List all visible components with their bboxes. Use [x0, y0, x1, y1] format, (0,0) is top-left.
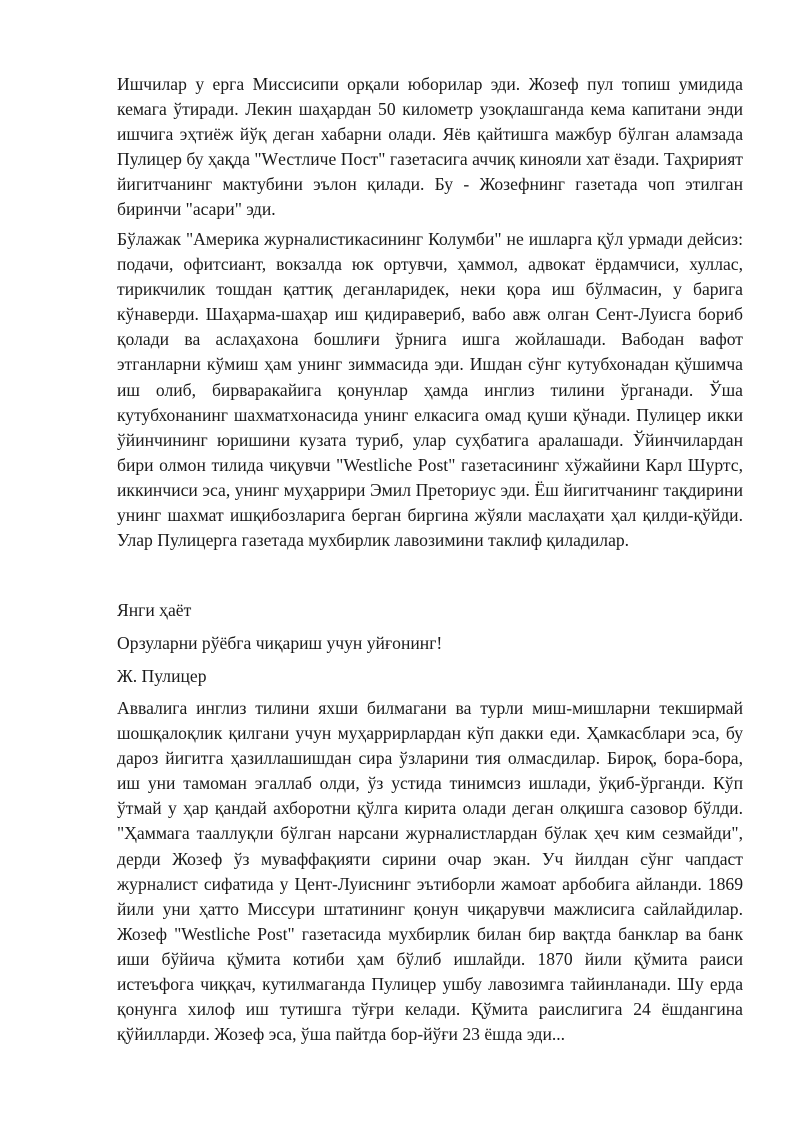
paragraph-st-louis: Бўлажак "Америка журналистикасининг Колумби" не ишларга қўл урмади дейсиз: подачи, офитсиант, вокзалда юк ортувчи, ҳаммол, адвокат ёрдамчиси, хуллас, тирикчилик тошдан қаттиқ деганларидек, неки қора иш бўлмасин, у барига кўнаверди. Шаҳарма-шаҳар иш қидиравериб, вабо авж олган Сент-Луисга бориб қолади ва аслаҳахона бошлиғи ўрнига ишга жойлашади. Вабодан вафот этганларни кўмиш ҳам унинг зиммасида эди. Ишдан сўнг кутубхонадан қўшимча иш олиб, бирваракайига қонунлар ҳамда инглиз тилини ўрганади. Ўша кутубхонанинг шахматхонасида унинг елкасига омад қуши қўнади. Пулицер икки ўйинчининг юришини кузата туриб, улар суҳбатига аралашади. Ўйинчилардан бири олмон тилида чиқувчи "Westliche Post" газетасининг хўжайини Карл Шуртс, иккинчиси эса, унинг муҳаррири Эмил Преториус эди. Ёш йигитчанинг тақдирини унинг шахмат ишқибозларига берган биргина жўяли маслаҳати ҳал қилди-қўйди. Улар Пулицерга газетада мухбирлик лавозимини таклиф қиладилар.: [117, 229, 743, 551]
epigraph-quote: Орзуларни рўёбга чиқариш учун уйғонинг!: [117, 633, 443, 653]
paragraph-new-life: Аввалига инглиз тилини яхши билмагани ва турли миш-мишларни текширмай шошқалоқлик қилгани учун муҳаррирлардан кўп дакки еди. Ҳамкасблари эса, бу дароз йигитга ҳазиллашишдан сира ўзларини тия олмасдилар. Бироқ, бора-бора, иш уни тамоман эгаллаб олди, ўз устида тинимсиз ишлади, ўқиб-ўрганди. Кўп ўтмай у ҳар қандай ахборотни қўлга кирита олади деган олқишга сазовор бўлди. "Ҳаммага тааллуқли бўлган нарсани журналистлардан бўлак ҳеч ким сезмайди", дерди Жозеф ўз муваффақияти сирини очар экан. Уч йилдан сўнг чапдаст журналист сифатида у Цент-Луиснинг эътиборли жамоат арбобига айланди. 1869 йили уни ҳатто Миссури штатининг қонун чиқарувчи мажлисига сайлайдилар. Жозеф "Westliche Post" газетасида мухбирлик билан бир вақтда банклар ва банк иши бўйича қўмита котиби ҳам бўлиб ишлайди. 1870 йили қўмита раиси истеъфога чиққач, кутилмаганда Пулицер ушбу лавозимга тайинланади. Шу ерда қонунга хилоф иш тутишга тўғри келади. Қўмита раислигига 24 ёшдангина қўйилларди. Жозеф эса, ўша пайтда бор-йўғи 23 ёшда эди...: [117, 698, 743, 1045]
paragraph-intro: Ишчилар у ерга Миссисипи орқали юборилар эди. Жозеф пул топиш умидида кемага ўтиради. Лекин шаҳардан 50 километр узоқлашганда кема капитани энди ишчига эҳтиёж йўқ деган хабарни олади. Яёв қайтишга мажбур бўлган аламзада Пулицер бу ҳақда "Wестличе Пост" газетасига аччиқ кинояли хат ёзади. Таҳририят йигитчанинг мактубини эълон қилади. Бу - Жозефнинг газетада чоп этилган биринчи "асари" эди.: [117, 74, 743, 220]
epigraph-author: Ж. Пулицер: [117, 666, 207, 686]
section-heading: Янги ҳаёт: [117, 600, 192, 620]
